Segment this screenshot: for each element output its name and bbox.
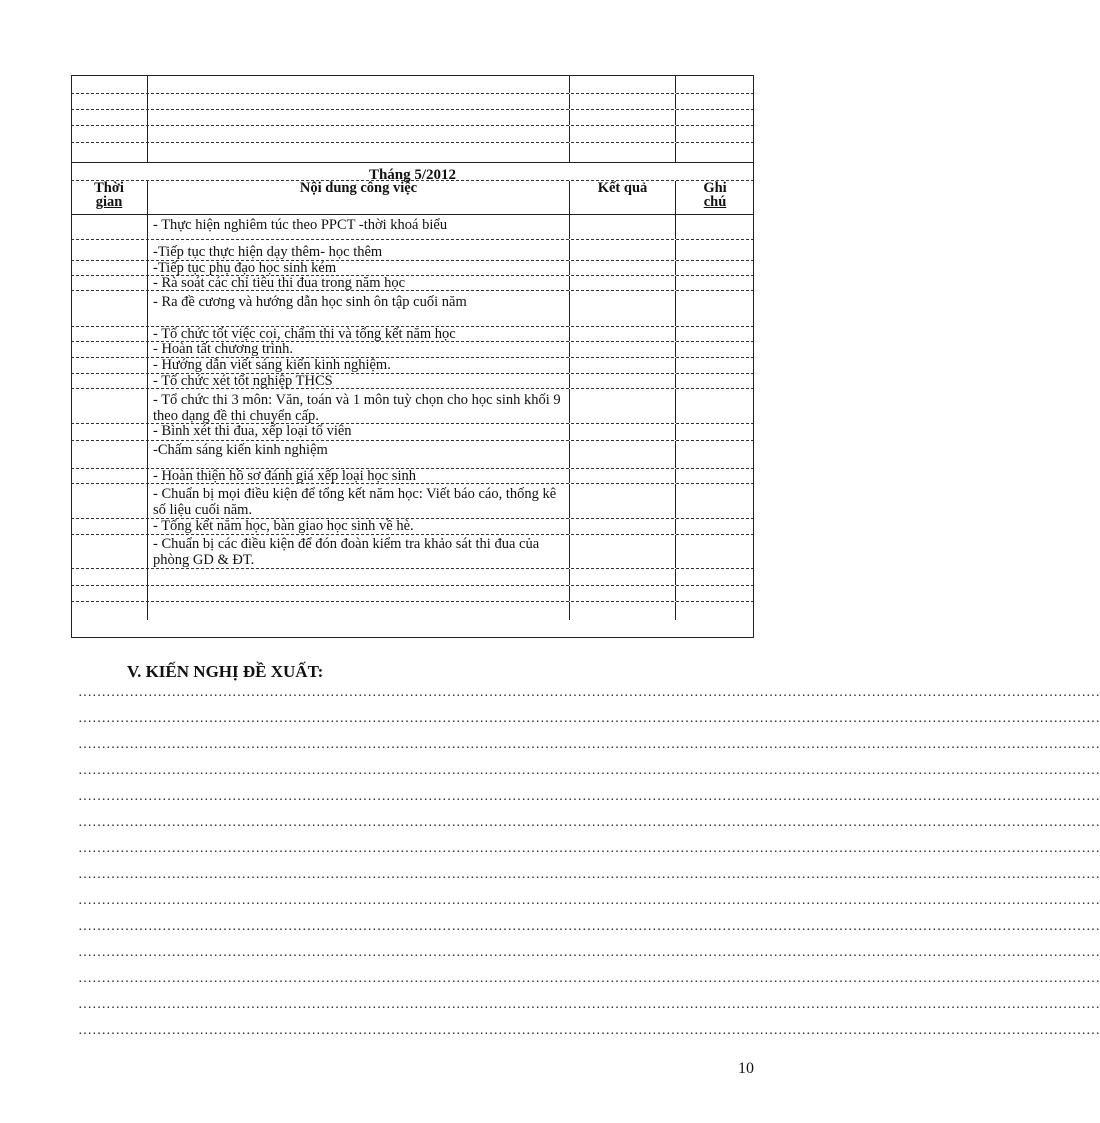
task-cell: -Chấm sáng kiến kinh nghiệm — [148, 441, 570, 468]
table-row — [71, 424, 754, 441]
table-row — [71, 75, 754, 94]
dotted-line: ………………………………………………………………………………………………………………………………………………………………………………………………… — [78, 711, 1100, 726]
dotted-line: ………………………………………………………………………………………………………………………………………………………………………………………………… — [78, 945, 1100, 960]
task-cell: - Bình xét thi đua, xếp loại tổ viên — [148, 424, 570, 440]
dotted-line: ………………………………………………………………………………………………………………………………………………………………………………………………… — [78, 841, 1100, 856]
header-time — [71, 181, 148, 214]
table-row — [71, 469, 754, 484]
work-plan-table — [71, 75, 754, 620]
table-row — [71, 126, 754, 143]
table-row — [71, 569, 754, 586]
table-row — [71, 327, 754, 342]
dotted-line: ………………………………………………………………………………………………………………………………………………………………………………………………… — [78, 789, 1100, 804]
dotted-line: ………………………………………………………………………………………………………………………………………………………………………………………………… — [78, 893, 1100, 908]
dotted-line: ………………………………………………………………………………………………………………………………………………………………………………………………… — [78, 685, 1100, 700]
dotted-line: ………………………………………………………………………………………………………………………………………………………………………………………………… — [78, 815, 1100, 830]
month-title-row — [71, 163, 754, 181]
table-row — [71, 484, 754, 519]
table-row — [71, 261, 754, 276]
dotted-line: ………………………………………………………………………………………………………………………………………………………………………………………………… — [78, 763, 1100, 778]
table-row — [71, 602, 754, 620]
header-note-line1: Ghi — [703, 180, 727, 196]
table-row — [71, 276, 754, 291]
task-cell: - Thực hiện nghiêm túc theo PPCT -thời khoá biểu — [148, 215, 570, 239]
task-cell: - Hoàn tất chương trình. — [148, 342, 570, 357]
table-row — [71, 215, 754, 240]
task-cell: - Hoàn thiện hồ sơ đánh giá xếp loại học sinh — [148, 469, 570, 483]
task-cell: - Tổ chức xét tốt nghiệp THCS — [148, 374, 570, 388]
table-row — [71, 441, 754, 469]
month-title: Tháng 5/2012 — [368, 167, 457, 183]
proposal-title: V. KIẾN NGHỊ ĐỀ XUẤT: — [127, 662, 324, 681]
task-cell: - Hướng dẫn viết sáng kiến kinh nghiệm. — [148, 358, 570, 373]
dotted-line: ………………………………………………………………………………………………………………………………………………………………………………………………… — [78, 867, 1100, 882]
table-row — [71, 240, 754, 261]
dotted-line: ………………………………………………………………………………………………………………………………………………………………………………………………… — [78, 997, 1100, 1012]
table-row — [71, 110, 754, 126]
dotted-line: ………………………………………………………………………………………………………………………………………………………………………………………………… — [78, 971, 1100, 986]
task-cell: -Tiếp tục thực hiện dạy thêm- học thêm — [148, 240, 570, 260]
task-cell: - Tổ chức thi 3 môn: Văn, toán và 1 môn tuỳ chọn cho học sinh khối 9 theo dạng đề thi chuyển cấp. — [148, 389, 570, 423]
table-row — [71, 358, 754, 374]
task-cell: - Tổng kết năm học, bàn giao học sinh về hè. — [148, 519, 570, 534]
dotted-line: ………………………………………………………………………………………………………………………………………………………………………………………………… — [78, 919, 1100, 934]
table-row — [71, 586, 754, 602]
table-header-row — [71, 181, 754, 215]
page-number: 10 — [738, 1060, 754, 1077]
header-time-line2: gian — [95, 194, 123, 210]
table-row — [71, 143, 754, 163]
task-cell: - Rà soát các chỉ tiêu thi đua trong năm học — [148, 276, 570, 290]
table-row — [71, 389, 754, 424]
table-row — [71, 291, 754, 327]
dotted-line: ………………………………………………………………………………………………………………………………………………………………………………………………… — [78, 737, 1100, 752]
table-row — [71, 342, 754, 358]
table-row — [71, 374, 754, 389]
table-row — [71, 519, 754, 535]
task-cell: - Chuẩn bị các điều kiện để đón đoàn kiểm tra khảo sát thi đua của phòng GD & ĐT. — [148, 535, 570, 568]
header-time-line1: Thời — [94, 180, 124, 196]
task-cell: - Tổ chức tốt việc coi, chấm thi và tổng kết năm học — [148, 327, 570, 341]
header-note — [676, 181, 754, 214]
table-row — [71, 94, 754, 110]
task-cell: - Ra đề cương và hướng dẫn học sinh ôn tập cuối năm — [148, 291, 570, 326]
dotted-line: ………………………………………………………………………………………………………………………………………………………………………………………………… — [78, 1023, 1100, 1038]
task-cell: -Tiếp tục phụ đạo học sinh kém — [148, 261, 570, 275]
table-row — [71, 535, 754, 569]
header-note-line2: chú — [703, 194, 727, 210]
header-content: Nội dung công việc — [148, 181, 570, 214]
header-result: Kết quả — [570, 181, 676, 214]
task-cell: - Chuẩn bị mọi điều kiện để tổng kết năm học: Viết báo cáo, thống kê số liệu cuối năm. — [148, 484, 570, 518]
